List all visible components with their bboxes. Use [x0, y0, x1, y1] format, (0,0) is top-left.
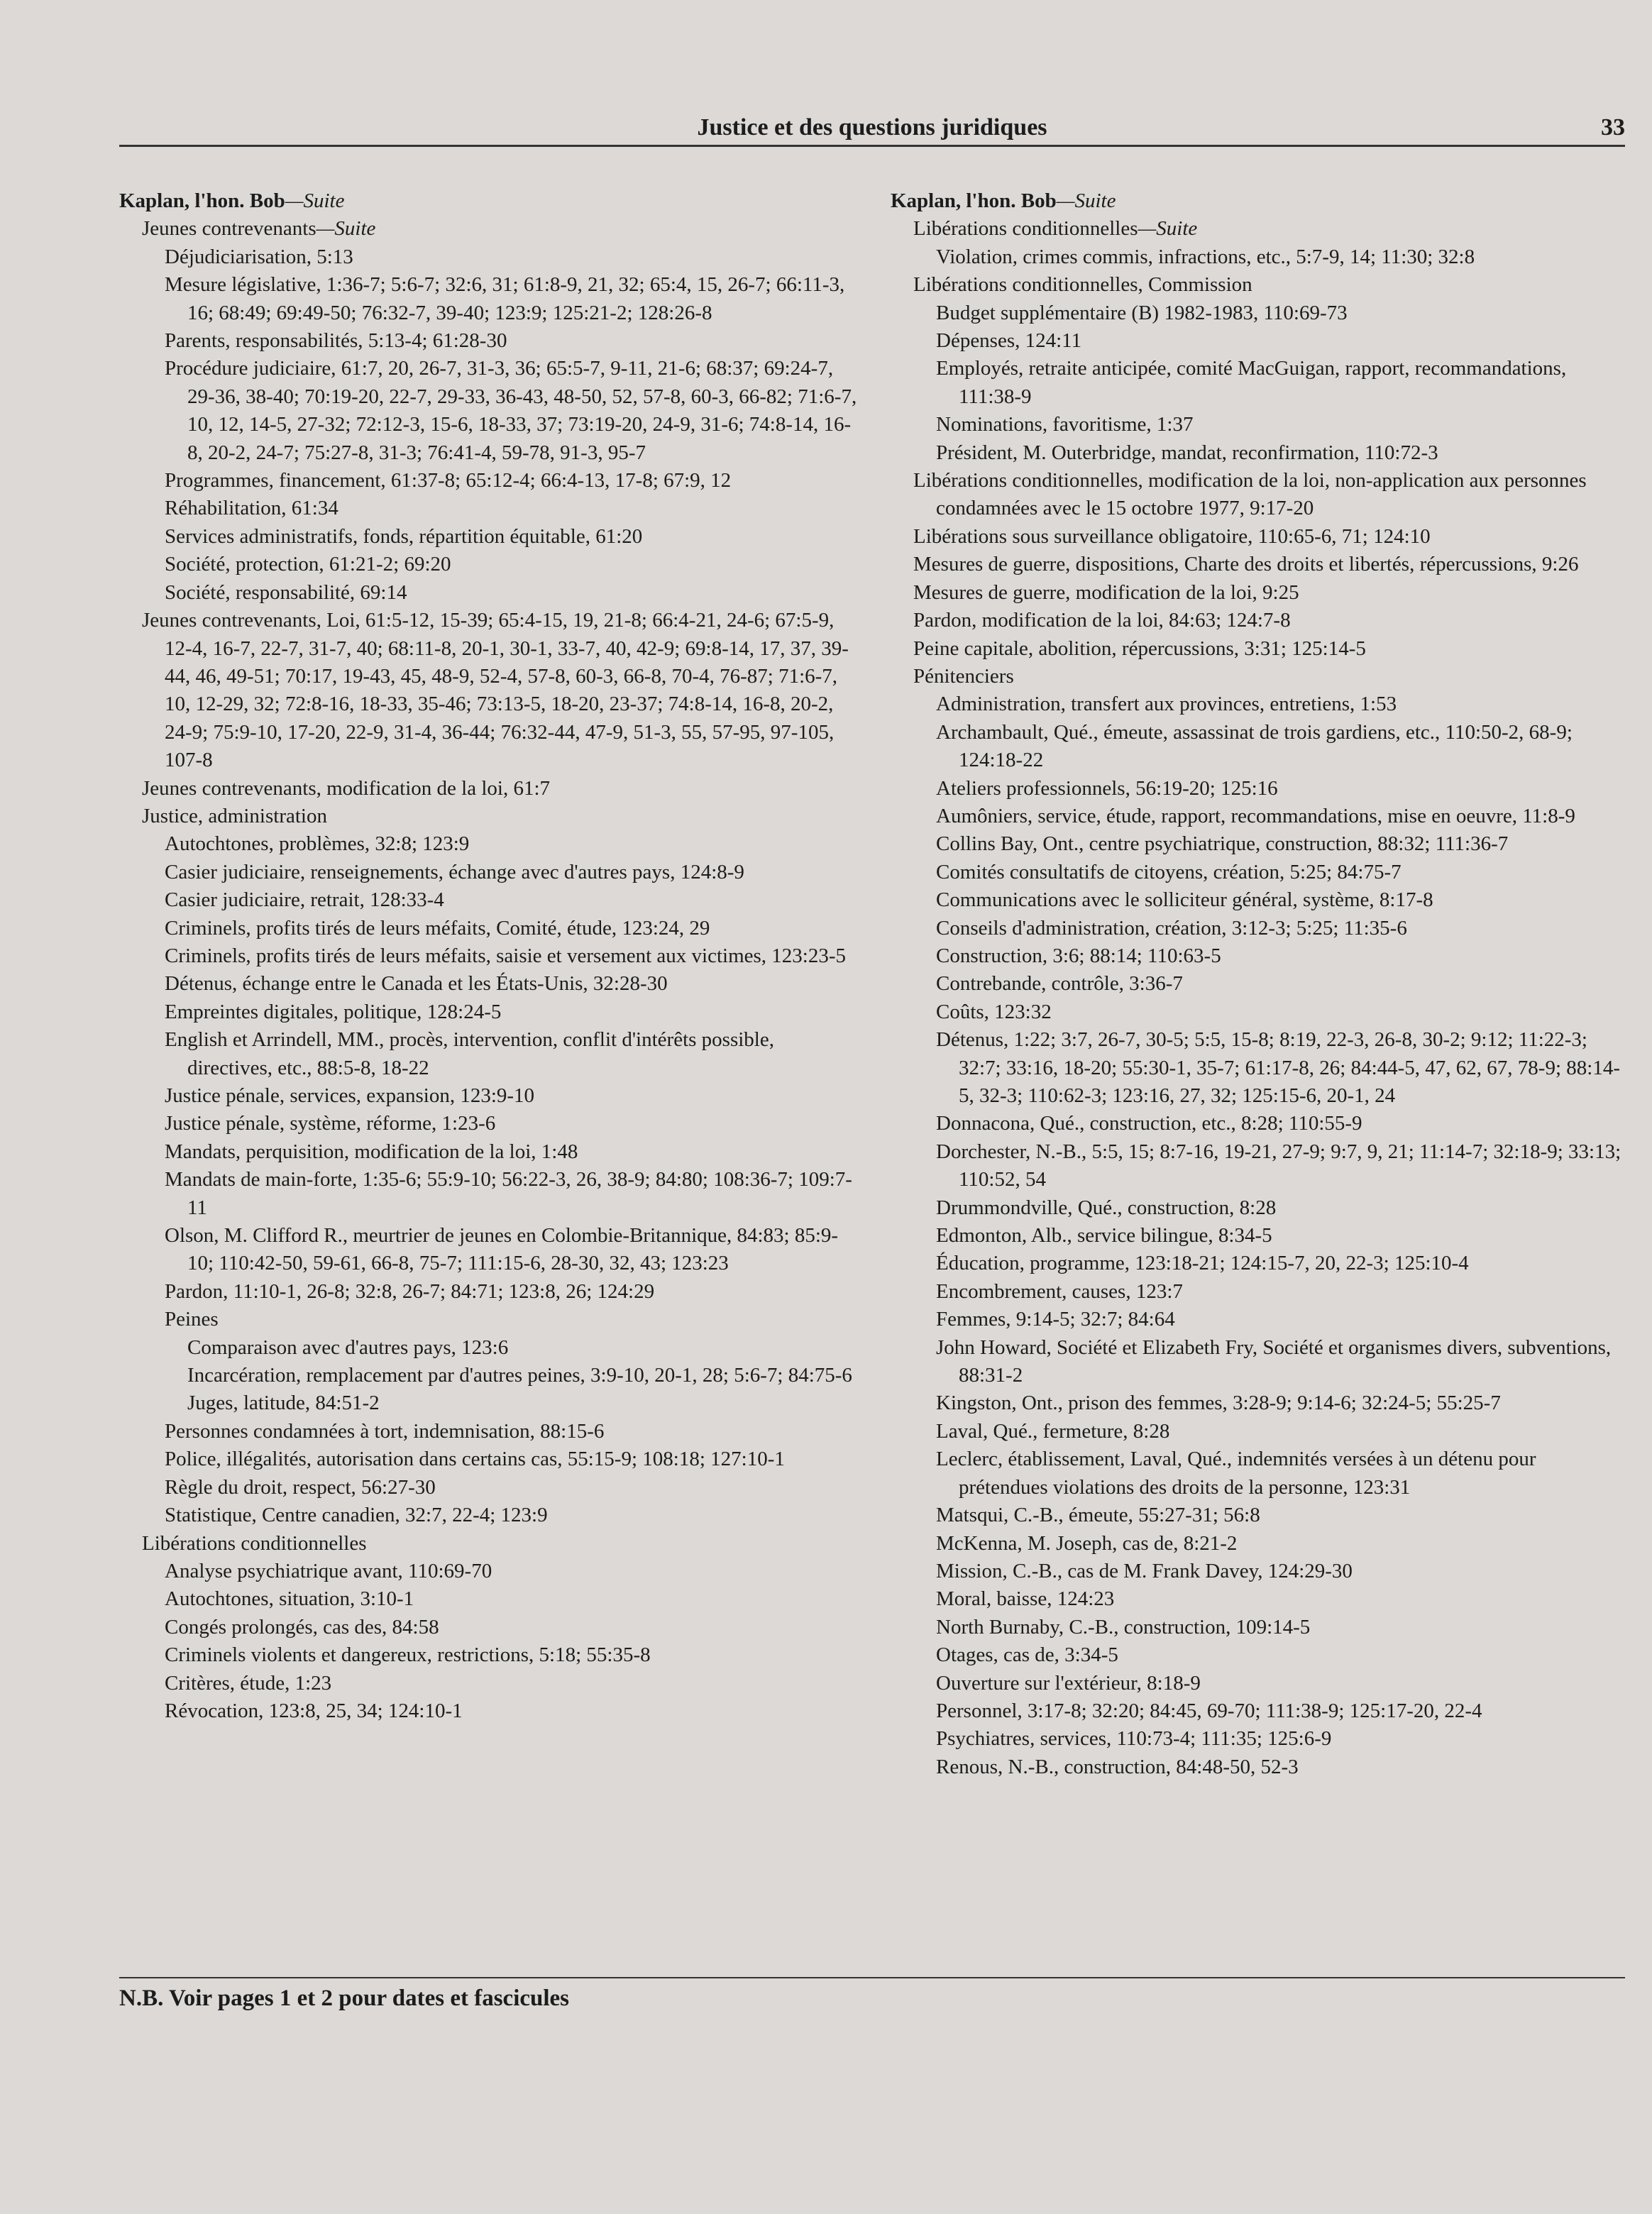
- heading-suite: —Suite: [285, 189, 345, 212]
- index-entry: [891, 271, 1625, 299]
- entry-text: Dorchester, N.-B., 5:5, 15; 8:7-16, 19-21, 27-9; 9:7, 9, 21; 11:14-7; 32:18-9; 33:13; 110:52, 54: [936, 1140, 1621, 1191]
- entry-text: Personnel, 3:17-8; 32:20; 84:45, 69-70; 111:38-9; 125:17-20, 22-4: [936, 1699, 1482, 1722]
- index-entry: [891, 915, 1625, 942]
- entry-text: Mesures de guerre, modification de la loi, 9:25: [913, 580, 1299, 604]
- index-entry: [119, 271, 857, 327]
- entry-text: McKenna, M. Joseph, cas de, 8:21-2: [936, 1531, 1238, 1555]
- index-entry: [891, 1222, 1625, 1250]
- index-entry: [891, 1026, 1625, 1110]
- entry-text: Éducation, programme, 123:18-21; 124:15-7, 20, 22-3; 125:10-4: [936, 1252, 1469, 1275]
- index-entry: [891, 243, 1625, 271]
- entry-text: Autochtones, situation, 3:10-1: [165, 1587, 414, 1611]
- index-entry: [119, 1697, 857, 1725]
- index-entry: [119, 1334, 857, 1362]
- index-entry: [119, 1138, 857, 1166]
- index-entry: [891, 523, 1625, 551]
- index-entry: [119, 970, 857, 998]
- entry-text: Société, protection, 61:21-2; 69:20: [165, 553, 451, 576]
- index-entry: [891, 859, 1625, 886]
- index-entry: [891, 1334, 1625, 1390]
- index-entry: [891, 607, 1625, 634]
- index-entry: [891, 1725, 1625, 1753]
- index-entry: [119, 467, 857, 495]
- entry-text: Comparaison avec d'autres pays, 123:6: [187, 1335, 509, 1359]
- index-entry: [891, 1641, 1625, 1669]
- index-entry: [891, 1614, 1625, 1641]
- entry-text: Congés prolongés, cas des, 84:58: [165, 1615, 439, 1639]
- entry-text: Dépenses, 124:11: [936, 329, 1082, 353]
- index-entry: [891, 551, 1625, 578]
- index-entry: [119, 523, 857, 551]
- index-entry: [891, 1389, 1625, 1417]
- index-entry: [891, 1530, 1625, 1558]
- index-entry: [891, 355, 1625, 411]
- entry-text: Budget supplémentaire (B) 1982-1983, 110:69-73: [936, 301, 1348, 324]
- index-entry: [891, 1585, 1625, 1613]
- entry-suite: —Suite: [1138, 217, 1198, 241]
- entry-text: Conseils d'administration, création, 3:12-3; 5:25; 11:35-6: [936, 916, 1407, 940]
- entry-text: English et Arrindell, MM., procès, intervention, conflit d'intérêts possible, directives, etc., 88:5-8, 18-22: [165, 1028, 774, 1079]
- entry-text: Peines: [165, 1308, 219, 1331]
- entry-text: Comités consultatifs de citoyens, création, 5:25; 84:75-7: [936, 860, 1402, 883]
- entry-text: Jeunes contrevenants, modification de la loi, 61:7: [142, 776, 551, 800]
- index-entry: [891, 803, 1625, 830]
- entry-text: Mesure législative, 1:36-7; 5:6-7; 32:6, 31; 61:8-9, 21, 32; 65:4, 15, 26-7; 66:11-3, 16; 68:49; 69:49-50; 76:32-7, 39-40; 123:9; 125:21-2; 128:26-8: [165, 273, 845, 324]
- index-entry: [119, 1278, 857, 1306]
- entry-text: Renous, N.-B., construction, 84:48-50, 52-3: [936, 1755, 1299, 1778]
- entry-text: Pardon, 11:10-1, 26-8; 32:8, 26-7; 84:71; 123:8, 26; 124:29: [165, 1279, 655, 1303]
- index-entry: [119, 579, 857, 607]
- entry-text: Casier judiciaire, retrait, 128:33-4: [165, 888, 444, 912]
- index-entry: [891, 1558, 1625, 1585]
- index-entry: [891, 411, 1625, 439]
- entry-text: Archambault, Qué., émeute, assassinat de trois gardiens, etc., 110:50-2, 68-9; 124:18-22: [936, 720, 1573, 772]
- index-entry: [891, 1445, 1625, 1502]
- entry-text: Empreintes digitales, politique, 128:24-5: [165, 1000, 502, 1023]
- entry-text: Drummondville, Qué., construction, 8:28: [936, 1196, 1277, 1219]
- index-entry: [891, 1278, 1625, 1306]
- index-entry: [891, 327, 1625, 355]
- entry-text: Règle du droit, respect, 56:27-30: [165, 1475, 436, 1499]
- entry-text: Administration, transfert aux provinces, entretiens, 1:53: [936, 693, 1397, 716]
- entry-text: Construction, 3:6; 88:14; 110:63-5: [936, 944, 1221, 967]
- index-entry: [891, 1194, 1625, 1222]
- entry-text: Mesures de guerre, dispositions, Charte des droits et libertés, répercussions, 9:26: [913, 553, 1579, 576]
- index-entry: [119, 886, 857, 914]
- entry-text: Edmonton, Alb., service bilingue, 8:34-5: [936, 1224, 1272, 1248]
- entry-text: John Howard, Société et Elizabeth Fry, Société et organismes divers, subventions, 88:31-2: [936, 1335, 1612, 1387]
- entry-suite: —Suite: [316, 217, 376, 241]
- index-entry: [891, 775, 1625, 803]
- entry-text: Peine capitale, abolition, répercussions, 3:31; 125:14-5: [913, 637, 1366, 660]
- entry-text: Violation, crimes commis, infractions, etc., 5:7-9, 14; 11:30; 32:8: [936, 245, 1475, 268]
- index-column-right: [891, 187, 1625, 1781]
- index-entry: [119, 1445, 857, 1473]
- index-entry: [119, 1530, 857, 1558]
- header-rule: [119, 145, 1625, 147]
- entry-text: Autochtones, problèmes, 32:8; 123:9: [165, 832, 470, 856]
- entry-text: Ouverture sur l'extérieur, 8:18-9: [936, 1671, 1201, 1695]
- entry-text: Mandats, perquisition, modification de la loi, 1:48: [165, 1140, 578, 1163]
- index-entry: [119, 1306, 857, 1333]
- heading-name: Kaplan, l'hon. Bob: [119, 189, 285, 212]
- entry-text: Mandats de main-forte, 1:35-6; 55:9-10; 56:22-3, 26, 38-9; 84:80; 108:36-7; 109:7-11: [165, 1168, 852, 1219]
- heading-suite: —Suite: [1056, 189, 1116, 212]
- heading-name: Kaplan, l'hon. Bob: [891, 189, 1057, 212]
- entry-text: Femmes, 9:14-5; 32:7; 84:64: [936, 1308, 1175, 1331]
- entry-text: Libérations sous surveillance obligatoire, 110:65-6, 71; 124:10: [913, 524, 1431, 548]
- entry-text: Justice, administration: [142, 804, 327, 827]
- index-entry: [891, 439, 1625, 467]
- entry-text: Parents, responsabilités, 5:13-4; 61:28-30: [165, 329, 507, 353]
- index-entry: [119, 1389, 857, 1417]
- entry-text: Procédure judiciaire, 61:7, 20, 26-7, 31-3, 36; 65:5-7, 9-11, 21-6; 68:37; 69:24-7, 29-36, 38-40; 70:19-20, 22-7, 29-33, 36-43, 48-50, 52, 57-8, 60-3, 66-82; 71:6-7, 10, 12, 14-5, 27-32; 72:12-3, 15-6, 18-33, 37; 73:19-20, 24-9, 31-6; 74:8-14, 16-8, 20-2, 24-7; 75:27-8, 31-3; 76:41-4, 59-78, 91-3, 95-7: [165, 357, 857, 464]
- index-entry: [119, 830, 857, 858]
- entry-text: Révocation, 123:8, 25, 34; 124:10-1: [165, 1699, 463, 1722]
- entry-text: Président, M. Outerbridge, mandat, reconfirmation, 110:72-3: [936, 441, 1438, 464]
- index-entry: [891, 1670, 1625, 1697]
- entry-text: Police, illégalités, autorisation dans certains cas, 55:15-9; 108:18; 127:10-1: [165, 1448, 785, 1471]
- index-entry: [891, 1250, 1625, 1277]
- index-entry: [119, 1082, 857, 1110]
- index-entry: [119, 915, 857, 942]
- index-entry: [891, 1753, 1625, 1781]
- entry-text: Criminels, profits tirés de leurs méfaits, saisie et versement aux victimes, 123:23-5: [165, 944, 847, 967]
- index-entry: [119, 1026, 857, 1082]
- entry-text: Détenus, 1:22; 3:7, 26-7, 30-5; 5:5, 15-8; 8:19, 22-3, 26-8, 30-2; 9:12; 11:22-3; 32:7; 33:16, 18-20; 55:30-1, 35-7; 61:17-8, 26; 84:44-5, 47, 62, 67, 78-9; 88:14-5, 32-3; 110:62-3; 123:16, 27, 32; 125:15-6, 20-1, 24: [936, 1028, 1620, 1107]
- entry-text: Donnacona, Qué., construction, etc., 8:28; 110:55-9: [936, 1112, 1362, 1135]
- entry-text: Criminels, profits tirés de leurs méfaits, Comité, étude, 123:24, 29: [165, 916, 710, 940]
- entry-text: Otages, cas de, 3:34-5: [936, 1643, 1118, 1667]
- index-entry: [119, 1418, 857, 1445]
- entry-text: Libérations conditionnelles: [142, 1531, 367, 1555]
- index-entry: [891, 970, 1625, 998]
- entry-text: Libérations conditionnelles: [913, 217, 1138, 241]
- index-entry: [119, 1474, 857, 1502]
- index-entry: [119, 1362, 857, 1389]
- entry-text: Mission, C.-B., cas de M. Frank Davey, 124:29-30: [936, 1559, 1353, 1582]
- entry-text: Olson, M. Clifford R., meurtrier de jeunes en Colombie-Britannique, 84:83; 85:9-10; 110:42-50, 59-61, 66-8, 75-7; 111:15-6, 28-30, 32, 43; 123:23: [165, 1224, 839, 1275]
- entry-text: Contrebande, contrôle, 3:36-7: [936, 972, 1183, 996]
- index-entry: [891, 299, 1625, 327]
- entry-text: Kingston, Ont., prison des femmes, 3:28-9; 9:14-6; 32:24-5; 55:25-7: [936, 1392, 1501, 1415]
- index-entry: [119, 607, 857, 774]
- index-entry: [891, 1502, 1625, 1529]
- entry-text: Moral, baisse, 124:23: [936, 1587, 1115, 1611]
- index-entry: [119, 942, 857, 970]
- index-entry: [891, 215, 1625, 243]
- entry-text: Incarcération, remplacement par d'autres peines, 3:9-10, 20-1, 28; 5:6-7; 84:75-6: [187, 1364, 852, 1387]
- index-entry: [891, 942, 1625, 970]
- entry-text: Libérations conditionnelles, Commission: [913, 273, 1252, 297]
- entry-text: Employés, retraite anticipée, comité MacGuigan, rapport, recommandations, 111:38-9: [936, 357, 1567, 408]
- entry-text: Pardon, modification de la loi, 84:63; 124:7-8: [913, 609, 1291, 632]
- entry-text: Aumôniers, service, étude, rapport, recommandations, mise en oeuvre, 11:8-9: [936, 804, 1575, 827]
- index-heading: [119, 187, 857, 215]
- entry-text: Coûts, 123:32: [936, 1000, 1052, 1023]
- index-entry: [891, 1697, 1625, 1725]
- index-entry: [119, 1166, 857, 1222]
- index-entry: [119, 859, 857, 886]
- entry-text: Détenus, échange entre le Canada et les États-Unis, 32:28-30: [165, 972, 668, 996]
- index-entry: [891, 579, 1625, 607]
- entry-text: North Burnaby, C.-B., construction, 109:14-5: [936, 1615, 1311, 1639]
- entry-text: Juges, latitude, 84:51-2: [187, 1392, 380, 1415]
- entry-text: Jeunes contrevenants, Loi, 61:5-12, 15-39; 65:4-15, 19, 21-8; 66:4-21, 24-6; 67:5-9, 12-4, 16-7, 22-7, 31-7, 40; 68:11-8, 20-1, 30-1, 33-7, 40, 42-9; 69:8-14, 17, 37, 39-44, 46, 49-51; 70:17, 19-43, 45, 48-9, 52-4, 57-8, 60-3, 66-8, 70-4, 76-87; 71:6-7, 10, 12-29, 32; 72:8-16, 18-33, 35-46; 73:13-5, 18-20, 23-37; 74:8-14, 16-8, 20-2, 24-9; 75:9-10, 17-20, 22-9, 31-4, 36-44; 76:32-44, 47-9, 51-3, 55, 57-95, 97-105, 107-8: [142, 609, 849, 772]
- entry-text: Statistique, Centre canadien, 32:7, 22-4; 123:9: [165, 1504, 548, 1527]
- index-entry: [119, 803, 857, 830]
- entry-text: Nominations, favoritisme, 1:37: [936, 413, 1194, 436]
- index-entry: [119, 1614, 857, 1641]
- entry-text: Matsqui, C.-B., émeute, 55:27-31; 56:8: [936, 1504, 1260, 1527]
- index-entry: [119, 355, 857, 467]
- entry-text: Criminels violents et dangereux, restrictions, 5:18; 55:35-8: [165, 1643, 651, 1667]
- index-entry: [119, 775, 857, 803]
- index-entry: [891, 719, 1625, 775]
- index-entry: [891, 830, 1625, 858]
- index-entry: [891, 635, 1625, 663]
- entry-text: Pénitenciers: [913, 664, 1014, 688]
- index-entry: [891, 1306, 1625, 1333]
- index-column-left: [119, 187, 857, 1725]
- entry-text: Collins Bay, Ont., centre psychiatrique, construction, 88:32; 111:36-7: [936, 832, 1509, 856]
- index-entry: [891, 1138, 1625, 1194]
- entry-text: Personnes condamnées à tort, indemnisation, 88:15-6: [165, 1419, 605, 1443]
- entry-text: Analyse psychiatrique avant, 110:69-70: [165, 1559, 492, 1582]
- index-entry: [119, 495, 857, 522]
- entry-text: Programmes, financement, 61:37-8; 65:12-4; 66:4-13, 17-8; 67:9, 12: [165, 469, 732, 492]
- index-entry: [891, 998, 1625, 1026]
- entry-text: Ateliers professionnels, 56:19-20; 125:16: [936, 776, 1278, 800]
- footer-note: N.B. Voir pages 1 et 2 pour dates et fascicules: [119, 1986, 570, 2011]
- index-entry: [119, 327, 857, 355]
- index-entry: [891, 1110, 1625, 1138]
- entry-text: Justice pénale, système, réforme, 1:23-6: [165, 1112, 496, 1135]
- index-entry: [119, 1502, 857, 1529]
- index-entry: [119, 1110, 857, 1138]
- entry-text: Jeunes contrevenants: [142, 217, 316, 241]
- entry-text: Casier judiciaire, renseignements, échange avec d'autres pays, 124:8-9: [165, 860, 744, 883]
- index-entry: [119, 551, 857, 578]
- index-entry: [119, 1670, 857, 1697]
- index-entry: [891, 663, 1625, 690]
- entry-text: Libérations conditionnelles, modification de la loi, non-application aux personnes condamnées avec le 15 octobre 1977, 9:17-20: [913, 469, 1587, 520]
- index-entry: [891, 690, 1625, 718]
- index-entry: [891, 886, 1625, 914]
- index-entry: [119, 1222, 857, 1278]
- index-entry: [119, 243, 857, 271]
- entry-text: Psychiatres, services, 110:73-4; 111:35; 125:6-9: [936, 1727, 1332, 1751]
- entry-text: Société, responsabilité, 69:14: [165, 580, 407, 604]
- entry-text: Services administratifs, fonds, répartition équitable, 61:20: [165, 524, 643, 548]
- entry-text: Critères, étude, 1:23: [165, 1671, 332, 1695]
- index-entry: [119, 998, 857, 1026]
- index-entry: [891, 467, 1625, 523]
- index-entry: [119, 1641, 857, 1669]
- entry-text: Encombrement, causes, 123:7: [936, 1279, 1183, 1303]
- entry-text: Déjudiciarisation, 5:13: [165, 245, 353, 268]
- index-heading: [891, 187, 1625, 215]
- index-entry: [119, 1558, 857, 1585]
- footer-rule: [119, 1977, 1625, 1978]
- index-entry: [891, 1418, 1625, 1445]
- entry-text: Communications avec le solliciteur général, système, 8:17-8: [936, 888, 1433, 912]
- entry-text: Justice pénale, services, expansion, 123:9-10: [165, 1084, 535, 1107]
- page-header: [119, 112, 1625, 143]
- entry-text: Réhabilitation, 61:34: [165, 497, 338, 520]
- index-entry: [119, 215, 857, 243]
- index-entry: [119, 1585, 857, 1613]
- page-number: 33: [1601, 114, 1625, 141]
- entry-text: Leclerc, établissement, Laval, Qué., indemnités versées à un détenu pour prétendues violations des droits de la personne, 123:31: [936, 1448, 1536, 1499]
- entry-text: Laval, Qué., fermeture, 8:28: [936, 1419, 1170, 1443]
- running-header-title: Justice et des questions juridiques: [697, 114, 1047, 141]
